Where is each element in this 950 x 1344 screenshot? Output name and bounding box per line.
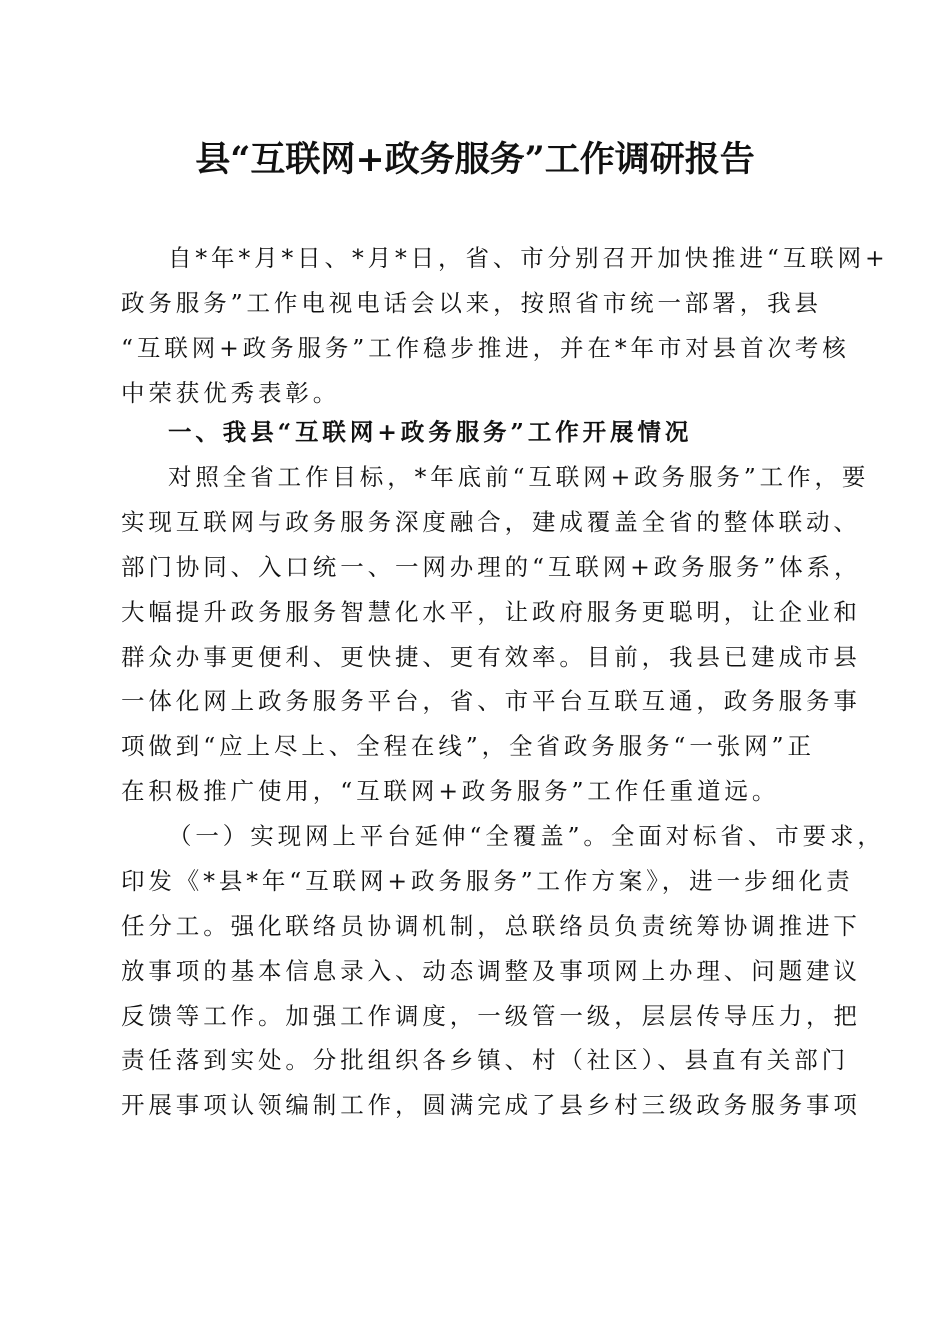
intro-paragraph	[121, 236, 889, 416]
paragraph-line: 对照全省工作目标，*年底前“互联网+政务服务”工作，要	[168, 463, 870, 491]
paragraph-line: 开展事项认领编制工作，圆满完成了县乡村三级政务服务事项	[121, 1091, 861, 1120]
paragraph-line: 中荣获优秀表彰。	[121, 378, 341, 407]
paragraph-line: 部门协同、入口统一、一网办理的“互联网+政务服务”体系，	[121, 552, 862, 581]
body-paragraph	[121, 814, 885, 1128]
paragraph-line: 一体化网上政务服务平台，省、市平台互联互通，政务服务事	[121, 687, 861, 716]
paragraph-line: 任分工。强化联络员协调机制，总联络员负责统筹协调推进下	[121, 911, 861, 940]
paragraph-line: 责任落到实处。分批组织各乡镇、村（社区）、县直有关部门	[121, 1046, 850, 1075]
document-title: 县“互联网+政务服务”工作调研报告	[195, 139, 755, 180]
paragraph-line: 在积极推广使用，“互联网+政务服务”工作任重道远。	[121, 777, 780, 806]
body-paragraph	[121, 455, 870, 814]
section-heading	[121, 410, 837, 455]
paragraph-line: 放事项的基本信息录入、动态调整及事项网上办理、问题建议	[121, 956, 861, 985]
paragraph-line: 政务服务”工作电视电话会以来，按照省市统一部署，我县	[121, 288, 822, 317]
paragraph-line: 大幅提升政务服务智慧化水平，让政府服务更聪明，让企业和	[121, 597, 861, 626]
paragraph-line: 自*年*月*日、*月*日，省、市分别召开加快推进“互联网+	[168, 244, 889, 272]
paragraph-line: 印发《*县*年“互联网+政务服务”工作方案》，进一步细化责	[121, 866, 854, 895]
paragraph-line: “互联网+政务服务”工作稳步推进，并在*年市对县首次考核	[121, 333, 850, 362]
paragraph-line: 群众办事更便利、更快捷、更有效率。目前，我县已建成市县	[121, 642, 861, 671]
paragraph-line: 项做到“应上尽上、全程在线”，全省政务服务“一张网”正	[121, 732, 815, 761]
paragraph-line: （一）实现网上平台延伸“全覆盖”。全面对标省、市要求，	[168, 822, 885, 850]
paragraph-line: 实现互联网与政务服务深度融合，建成覆盖全省的整体联动、	[121, 507, 861, 536]
paragraph-line: 反馈等工作。加强工作调度，一级管一级，层层传导压力，把	[121, 1001, 861, 1030]
section-heading-text: 一、我县“互联网+政务服务”工作开展情况	[168, 418, 693, 446]
